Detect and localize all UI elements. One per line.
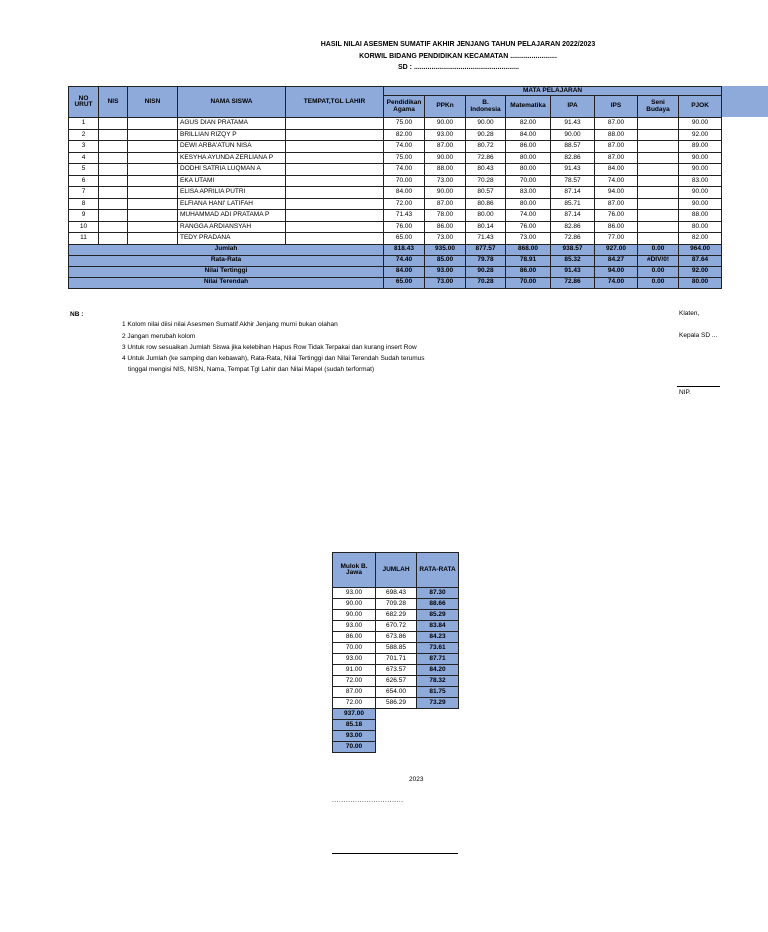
- cell-nis: [99, 129, 128, 141]
- cell-no: 4: [69, 152, 99, 164]
- cell-no: 11: [69, 233, 99, 245]
- summary-value: 93.00: [425, 266, 466, 277]
- cell-rata-rata: 83.84: [417, 621, 459, 632]
- cell-ttl: [286, 233, 384, 245]
- cell-score: 80.00: [466, 210, 506, 222]
- cell-score: 87.00: [425, 141, 466, 153]
- cell-nama: RANGGA ARDIANSYAH: [178, 221, 286, 233]
- summary-value: 0.00: [638, 277, 679, 288]
- summary-value: 87.64: [679, 255, 722, 266]
- notes-label: NB :: [70, 311, 84, 318]
- cell-no: 3: [69, 141, 99, 153]
- note-item: 4 Untuk Jumlah (ke samping dan kebawah), Rata-Rata, Nilai Tertinggi dan Nilai Terendah Sudah terumus: [122, 355, 425, 362]
- cell-score: 71.43: [384, 210, 425, 222]
- cell-mulok: 90.00: [333, 610, 376, 621]
- summary-label: Rata-Rata: [69, 255, 384, 266]
- cell-score: 75.00: [384, 118, 425, 130]
- cell-rata-rata: 78.32: [417, 676, 459, 687]
- cell-rata-rata: 88.66: [417, 599, 459, 610]
- cell-nama: DEWI ARBA'ATUN NISA: [178, 141, 286, 153]
- cell-score: 90.00: [679, 187, 722, 199]
- cell-jumlah: 673.86: [376, 632, 417, 643]
- footer-year: 2023: [409, 776, 424, 783]
- cell-no: 10: [69, 221, 99, 233]
- mulok-row: [333, 599, 459, 610]
- cell-mulok: 70.00: [333, 643, 376, 654]
- cell-score: 90.00: [466, 118, 506, 130]
- cell-score: [638, 118, 679, 130]
- document-title: HASIL NILAI ASESMEN SUMATIF AKHIR JENJANG TAHUN PELAJARAN 2022/2023: [320, 41, 596, 48]
- mulok-table: [332, 552, 459, 753]
- cell-score: 83.00: [506, 187, 551, 199]
- cell-score: 80.14: [466, 221, 506, 233]
- summary-value: 73.00: [425, 277, 466, 288]
- cell-score: 87.00: [595, 152, 638, 164]
- cell-score: 87.14: [551, 187, 595, 199]
- cell-score: 84.00: [506, 129, 551, 141]
- cell-ttl: [286, 118, 384, 130]
- summary-value: 818.43: [384, 244, 425, 255]
- cell-ttl: [286, 141, 384, 153]
- cell-score: 90.00: [551, 129, 595, 141]
- cell-no: 7: [69, 187, 99, 199]
- cell-score: 91.43: [551, 118, 595, 130]
- mulok-summary-value: 937.00: [333, 709, 376, 720]
- summary-value: 79.78: [466, 255, 506, 266]
- cell-rata-rata: 73.29: [417, 698, 459, 709]
- cell-score: [638, 233, 679, 245]
- cell-score: 85.71: [551, 198, 595, 210]
- mulok-summary-row: [333, 709, 459, 720]
- cell-nisn: [128, 152, 178, 164]
- cell-nisn: [128, 198, 178, 210]
- cell-score: 76.00: [506, 221, 551, 233]
- cell-no: 6: [69, 175, 99, 187]
- cell-score: 83.00: [679, 175, 722, 187]
- cell-nama: ELFIANA HANI' LATIFAH: [178, 198, 286, 210]
- col-header-subject: PPKn: [425, 96, 466, 118]
- summary-value: 84.27: [595, 255, 638, 266]
- summary-row: [69, 255, 722, 266]
- empty-cell: [417, 709, 459, 720]
- cell-score: 78.57: [551, 175, 595, 187]
- empty-cell: [417, 742, 459, 753]
- note-item: tinggal mengisi NIS, NISN, Nama, Tempat Tgl Lahir dan Nilai Mapel (sudah terformat): [128, 366, 375, 373]
- cell-rata-rata: 81.75: [417, 687, 459, 698]
- cell-score: 72.86: [466, 152, 506, 164]
- cell-no: 5: [69, 164, 99, 176]
- summary-value: 90.28: [466, 266, 506, 277]
- cell-score: 80.00: [506, 198, 551, 210]
- note-item: 2 Jangan merubah kolom: [122, 333, 196, 340]
- cell-rata-rata: 87.30: [417, 588, 459, 599]
- mulok-summary-row: [333, 742, 459, 753]
- cell-nis: [99, 141, 128, 153]
- cell-score: 74.00: [384, 164, 425, 176]
- cell-score: 90.00: [425, 187, 466, 199]
- student-row: [69, 164, 722, 176]
- cell-nama: TEDY PRADANA: [178, 233, 286, 245]
- cell-score: [638, 221, 679, 233]
- cell-score: [638, 141, 679, 153]
- cell-score: 82.00: [506, 118, 551, 130]
- summary-value: 927.00: [595, 244, 638, 255]
- cell-score: 87.00: [595, 141, 638, 153]
- cell-score: 70.00: [506, 175, 551, 187]
- summary-label: Nilai Tertinggi: [69, 266, 384, 277]
- cell-score: 90.00: [425, 118, 466, 130]
- col-header-subject: IPS: [595, 96, 638, 118]
- cell-score: 88.00: [679, 210, 722, 222]
- mulok-header: Mulok B. Jawa: [333, 553, 376, 588]
- cell-score: 82.00: [679, 233, 722, 245]
- mulok-row: [333, 676, 459, 687]
- empty-cell: [376, 720, 417, 731]
- cell-score: 87.14: [551, 210, 595, 222]
- mulok-summary-row: [333, 731, 459, 742]
- summary-value: 0.00: [638, 266, 679, 277]
- cell-score: 90.00: [679, 164, 722, 176]
- cell-score: 80.00: [506, 152, 551, 164]
- cell-mulok: 86.00: [333, 632, 376, 643]
- col-header-subject: Seni Budaya: [638, 96, 679, 118]
- cell-score: 90.00: [679, 198, 722, 210]
- cell-no: 8: [69, 198, 99, 210]
- empty-cell: [417, 720, 459, 731]
- school-line: SD : ......................................................: [398, 64, 519, 71]
- footer-signature-line: [332, 853, 458, 854]
- cell-score: 76.00: [384, 221, 425, 233]
- mulok-row: [333, 698, 459, 709]
- cell-score: 74.00: [384, 141, 425, 153]
- cell-nisn: [128, 210, 178, 222]
- empty-cell: [376, 709, 417, 720]
- student-row: [69, 118, 722, 130]
- summary-row: [69, 266, 722, 277]
- cell-mulok: 72.00: [333, 676, 376, 687]
- cell-score: 90.00: [679, 118, 722, 130]
- cell-no: 1: [69, 118, 99, 130]
- signature-line: [677, 386, 720, 387]
- student-row: [69, 129, 722, 141]
- mulok-summary-value: 93.00: [333, 731, 376, 742]
- student-row: [69, 141, 722, 153]
- col-header-nama: NAMA SISWA: [178, 87, 286, 118]
- col-header-ttl: TEMPAT,TGL LAHIR: [286, 87, 384, 118]
- cell-mulok: 93.00: [333, 621, 376, 632]
- cell-nis: [99, 175, 128, 187]
- summary-value: 78.91: [506, 255, 551, 266]
- cell-score: 71.43: [466, 233, 506, 245]
- cell-rata-rata: 84.20: [417, 665, 459, 676]
- cell-nisn: [128, 118, 178, 130]
- mulok-row: [333, 643, 459, 654]
- summary-value: 964.00: [679, 244, 722, 255]
- mulok-summary-value: 70.00: [333, 742, 376, 753]
- rata-rata-header: RATA-RATA: [417, 553, 459, 588]
- summary-value: #DIV/0!: [638, 255, 679, 266]
- mulok-row: [333, 632, 459, 643]
- mulok-summary-row: [333, 720, 459, 731]
- cell-score: 80.86: [466, 198, 506, 210]
- cell-nisn: [128, 164, 178, 176]
- cell-jumlah: 588.85: [376, 643, 417, 654]
- summary-value: 72.86: [551, 277, 595, 288]
- signature-role: Kepala SD ...: [679, 332, 718, 339]
- cell-ttl: [286, 164, 384, 176]
- cell-score: 70.00: [384, 175, 425, 187]
- cell-score: 73.00: [425, 233, 466, 245]
- cell-nisn: [128, 233, 178, 245]
- cell-score: 87.00: [425, 198, 466, 210]
- cell-score: 78.00: [425, 210, 466, 222]
- cell-nis: [99, 233, 128, 245]
- cell-nama: MUHAMMAD ADI PRATAMA P: [178, 210, 286, 222]
- footer-dotted-line: ...............................: [332, 797, 404, 804]
- cell-score: 73.00: [506, 233, 551, 245]
- cell-rata-rata: 85.29: [417, 610, 459, 621]
- col-header-subject: Pendidikan Agama: [384, 96, 425, 118]
- cell-score: 87.00: [595, 198, 638, 210]
- cell-score: 80.00: [506, 164, 551, 176]
- summary-row: [69, 277, 722, 288]
- summary-value: 85.00: [425, 255, 466, 266]
- score-table: [68, 86, 722, 289]
- summary-value: 85.32: [551, 255, 595, 266]
- summary-value: 65.00: [384, 277, 425, 288]
- cell-mulok: 72.00: [333, 698, 376, 709]
- cell-score: 93.00: [425, 129, 466, 141]
- summary-row: [69, 244, 722, 255]
- cell-rata-rata: 73.61: [417, 643, 459, 654]
- student-row: [69, 210, 722, 222]
- cell-score: 82.86: [551, 152, 595, 164]
- cell-score: 91.43: [551, 164, 595, 176]
- cell-nisn: [128, 129, 178, 141]
- cell-score: 76.00: [595, 210, 638, 222]
- summary-label: Jumlah: [69, 244, 384, 255]
- mulok-row: [333, 665, 459, 676]
- summary-value: 80.00: [679, 277, 722, 288]
- summary-value: 94.00: [595, 266, 638, 277]
- cell-score: 80.57: [466, 187, 506, 199]
- cell-jumlah: 626.57: [376, 676, 417, 687]
- cell-score: 82.86: [551, 221, 595, 233]
- summary-value: 938.57: [551, 244, 595, 255]
- cell-score: 80.00: [679, 221, 722, 233]
- cell-score: 86.00: [595, 221, 638, 233]
- cell-score: 88.00: [595, 129, 638, 141]
- jumlah-header: JUMLAH: [376, 553, 417, 588]
- cell-jumlah: 682.29: [376, 610, 417, 621]
- cell-jumlah: 709.28: [376, 599, 417, 610]
- cell-no: 9: [69, 210, 99, 222]
- signature-nip: NIP.: [679, 389, 691, 396]
- cell-score: [638, 164, 679, 176]
- cell-score: 92.00: [679, 129, 722, 141]
- cell-nis: [99, 198, 128, 210]
- cell-score: [638, 175, 679, 187]
- summary-value: 877.57: [466, 244, 506, 255]
- cell-score: 89.00: [679, 141, 722, 153]
- cell-nis: [99, 187, 128, 199]
- student-row: [69, 175, 722, 187]
- student-row: [69, 187, 722, 199]
- cell-score: 73.00: [425, 175, 466, 187]
- cell-mulok: 91.00: [333, 665, 376, 676]
- cell-score: 77.00: [595, 233, 638, 245]
- mulok-summary-value: 85.18: [333, 720, 376, 731]
- empty-cell: [376, 731, 417, 742]
- mulok-row: [333, 687, 459, 698]
- summary-value: 74.40: [384, 255, 425, 266]
- cell-score: 88.00: [425, 164, 466, 176]
- summary-value: 92.00: [679, 266, 722, 277]
- col-header-group: MATA PELAJARAN: [384, 87, 722, 96]
- note-item: 3 Untuk row sesuaikan Jumlah Siswa jika kelebihan Hapus Row Tidak Terpakai dan kurang insert Row: [122, 344, 417, 351]
- empty-cell: [376, 742, 417, 753]
- cell-jumlah: 670.72: [376, 621, 417, 632]
- cell-score: 82.00: [384, 129, 425, 141]
- cell-nama: BRILLIAN RIZQY P: [178, 129, 286, 141]
- cell-nisn: [128, 221, 178, 233]
- col-header-nis: NIS: [99, 87, 128, 118]
- cell-score: 80.43: [466, 164, 506, 176]
- cell-nama: DODHI SATRIA LUQMAN A: [178, 164, 286, 176]
- cell-score: 87.00: [595, 118, 638, 130]
- summary-value: 70.00: [506, 277, 551, 288]
- summary-value: 74.00: [595, 277, 638, 288]
- mulok-row: [333, 610, 459, 621]
- cell-jumlah: 654.00: [376, 687, 417, 698]
- cell-score: 90.00: [679, 152, 722, 164]
- cell-nis: [99, 152, 128, 164]
- summary-value: 868.00: [506, 244, 551, 255]
- note-item: 1 Kolom nilai diisi nilai Asesmen Sumatif Akhir Jenjang murni bukan olahan: [122, 321, 338, 328]
- cell-nis: [99, 210, 128, 222]
- col-header-no: NO URUT: [69, 87, 99, 118]
- summary-value: 91.43: [551, 266, 595, 277]
- cell-nisn: [128, 175, 178, 187]
- cell-score: 70.28: [466, 175, 506, 187]
- summary-value: 86.00: [506, 266, 551, 277]
- mulok-row: [333, 621, 459, 632]
- mulok-row: [333, 588, 459, 599]
- cell-score: 80.72: [466, 141, 506, 153]
- signature-place: Klaten,: [679, 310, 700, 317]
- col-header-subject: B. Indonesia: [466, 96, 506, 118]
- col-header-nisn: NISN: [128, 87, 178, 118]
- cell-score: 84.00: [595, 164, 638, 176]
- cell-score: 74.00: [506, 210, 551, 222]
- cell-score: 88.57: [551, 141, 595, 153]
- cell-score: [638, 210, 679, 222]
- cell-ttl: [286, 129, 384, 141]
- cell-jumlah: 673.57: [376, 665, 417, 676]
- cell-mulok: 93.00: [333, 588, 376, 599]
- cell-score: [638, 129, 679, 141]
- summary-value: 70.28: [466, 277, 506, 288]
- cell-ttl: [286, 221, 384, 233]
- student-row: [69, 233, 722, 245]
- col-header-subject: IPA: [551, 96, 595, 118]
- cell-nis: [99, 221, 128, 233]
- empty-cell: [417, 731, 459, 742]
- cell-score: [638, 198, 679, 210]
- cell-no: 2: [69, 129, 99, 141]
- cell-score: 72.00: [384, 198, 425, 210]
- summary-label: Nilai Terendah: [69, 277, 384, 288]
- cell-jumlah: 698.43: [376, 588, 417, 599]
- summary-value: 935.00: [425, 244, 466, 255]
- cell-rata-rata: 84.23: [417, 632, 459, 643]
- korwil-line: KORWIL BIDANG PENDIDIKAN KECAMATAN ........................: [359, 53, 557, 60]
- cell-nama: EKA UTAMI: [178, 175, 286, 187]
- cell-rata-rata: 87.71: [417, 654, 459, 665]
- student-row: [69, 152, 722, 164]
- cell-score: [638, 187, 679, 199]
- extra-header-cell: [722, 86, 768, 117]
- cell-nama: ELISA APRILIA PUTRI: [178, 187, 286, 199]
- cell-jumlah: 586.29: [376, 698, 417, 709]
- cell-mulok: 87.00: [333, 687, 376, 698]
- cell-ttl: [286, 175, 384, 187]
- cell-score: 94.00: [595, 187, 638, 199]
- cell-jumlah: 701.71: [376, 654, 417, 665]
- cell-nisn: [128, 141, 178, 153]
- student-row: [69, 221, 722, 233]
- cell-score: [638, 152, 679, 164]
- cell-score: 90.28: [466, 129, 506, 141]
- cell-score: 65.00: [384, 233, 425, 245]
- cell-ttl: [286, 210, 384, 222]
- cell-nisn: [128, 187, 178, 199]
- cell-score: 72.86: [551, 233, 595, 245]
- col-header-subject: Matematika: [506, 96, 551, 118]
- cell-score: 84.00: [384, 187, 425, 199]
- cell-mulok: 90.00: [333, 599, 376, 610]
- cell-ttl: [286, 187, 384, 199]
- col-header-subject: PJOK: [679, 96, 722, 118]
- cell-nama: KESYHA AYUNDA ZERLIANA P: [178, 152, 286, 164]
- mulok-row: [333, 654, 459, 665]
- cell-ttl: [286, 152, 384, 164]
- cell-nama: AGUS DIAN PRATAMA: [178, 118, 286, 130]
- cell-score: 86.00: [506, 141, 551, 153]
- cell-score: 74.00: [595, 175, 638, 187]
- cell-score: 86.00: [425, 221, 466, 233]
- cell-ttl: [286, 198, 384, 210]
- cell-score: 75.00: [384, 152, 425, 164]
- student-row: [69, 198, 722, 210]
- cell-score: 90.00: [425, 152, 466, 164]
- cell-nis: [99, 118, 128, 130]
- cell-nis: [99, 164, 128, 176]
- cell-mulok: 93.00: [333, 654, 376, 665]
- summary-value: 0.00: [638, 244, 679, 255]
- summary-value: 84.00: [384, 266, 425, 277]
